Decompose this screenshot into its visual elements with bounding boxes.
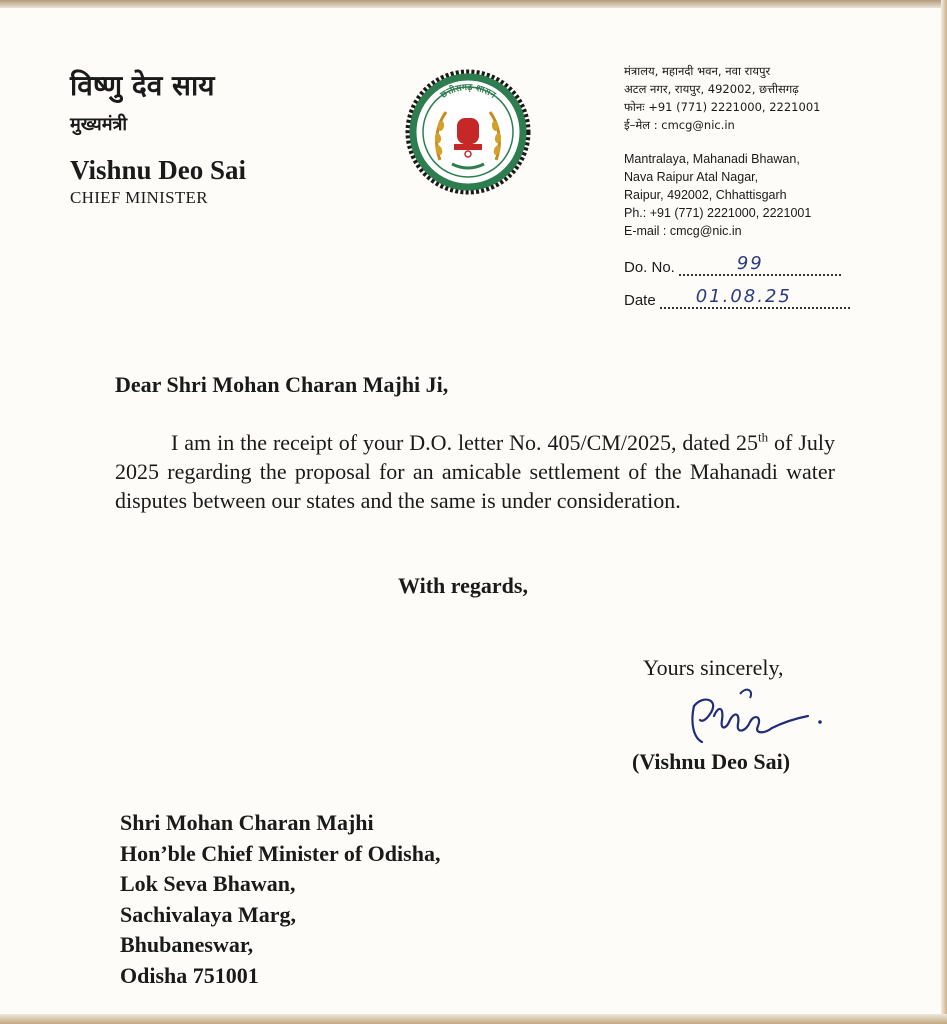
letter-date [624, 286, 850, 309]
sender-name-hindi: विष्णु देव साय [70, 69, 215, 102]
ordinal-suffix: th [757, 429, 769, 445]
address-line: Raipur, 492002, Chhattisgarh [624, 188, 787, 202]
salutation: Dear Shri Mohan Charan Majhi Ji, [115, 372, 449, 397]
signer-name: (Vishnu Deo Sai) [632, 749, 791, 774]
do-number-line [679, 253, 841, 276]
seal-text: छत्तीसगढ़ शासन [439, 82, 498, 101]
recipient-line: Odisha 751001 [120, 962, 259, 988]
recipient-line: Hon’ble Chief Minister of Odisha, [120, 840, 441, 866]
address-line: E-mail : cmcg@nic.in [624, 224, 742, 238]
address-hindi-line: अटल नगर, रायपुर, 492002, छत्तीसगढ़ [624, 82, 799, 96]
sender-name: Vishnu Deo Sai [70, 155, 247, 185]
paper-edge-top [0, 0, 947, 8]
date-value: 01.08.25 [695, 286, 792, 307]
date-label: Date [624, 292, 656, 309]
closing: Yours sincerely, [643, 655, 784, 680]
signature-icon [680, 676, 830, 756]
do-number-label: Do. No. [624, 259, 675, 276]
do-number [624, 253, 841, 276]
paper-edge-right [941, 0, 947, 1024]
address-line: Mantralaya, Mahanadi Bhawan, [624, 152, 800, 166]
address-hindi-line: फोनः +91 (771) 2221000, 2221001 [624, 100, 821, 114]
address-line: Ph.: +91 (771) 2221000, 2221001 [624, 206, 812, 220]
recipient-line: Sachivalaya Marg, [120, 901, 296, 927]
sender-title: CHIEF MINISTER [70, 188, 208, 207]
regards: With regards, [398, 573, 528, 598]
address-hindi-line: ई–मेल : cmcg@nic.in [624, 118, 735, 132]
recipient-line: Lok Seva Bhawan, [120, 871, 296, 896]
paragraph-text-part1: I am in the receipt of your D.O. letter No. 405/CM/2025, dated 25 [171, 430, 758, 455]
address-english [624, 150, 811, 240]
paper-edge-bottom [0, 1014, 947, 1024]
recipient-line: Bhubaneswar, [120, 932, 254, 957]
address-line: Nava Raipur Atal Nagar, [624, 170, 759, 184]
address-hindi [624, 62, 820, 134]
recipient-line: Shri Mohan Charan Majhi [120, 810, 374, 835]
paragraph-text-part2: of July 2025 regarding the proposal for an amicable settlement of the Mahanadi water disputes between our states and the same is under consideration. [115, 430, 835, 513]
letter-paragraph [115, 428, 835, 515]
address-hindi-line: मंत्रालय, महानदी भवन, नवा रायपुर [624, 64, 771, 78]
sender-title-hindi: मुख्यमंत्री [70, 114, 128, 135]
recipient-address [120, 808, 440, 991]
date-line [660, 286, 850, 309]
government-seal-icon [404, 68, 532, 196]
do-number-value: 99 [736, 253, 764, 274]
